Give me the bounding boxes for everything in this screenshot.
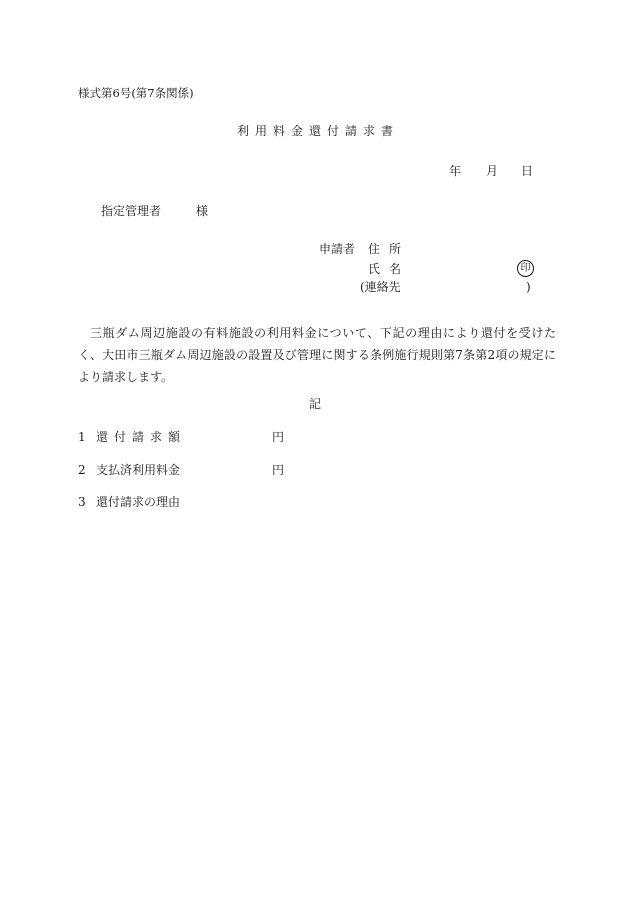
name-label: 氏名 — [368, 262, 411, 276]
list-item-paid-fee — [78, 462, 180, 478]
document-title: 利用料金還付請求書 — [236, 124, 399, 138]
applicant-label: 申請者 — [319, 242, 356, 256]
note-mark: 記 — [308, 397, 321, 411]
list-item-refund-reason — [78, 494, 180, 510]
refund-amount-unit: 円 — [272, 430, 285, 444]
form-number: 様式第6号(第7条関係) — [78, 86, 194, 100]
paid-fee-unit: 円 — [272, 463, 285, 477]
date-year-label: 年 — [449, 164, 462, 178]
item-number: 2 — [78, 463, 86, 477]
recipient-suffix: 様 — [196, 204, 209, 218]
date-day-label: 日 — [521, 164, 534, 178]
item-label: 還付請求の理由 — [96, 495, 181, 509]
item-number: 1 — [78, 430, 86, 444]
item-label: 支払済利用料金 — [96, 463, 181, 477]
contact-label: (連絡先 — [360, 280, 401, 294]
item-label: 還付請求額 — [96, 430, 187, 444]
item-number: 3 — [78, 495, 86, 509]
list-item-refund-amount — [78, 429, 186, 445]
contact-close-paren: ) — [526, 280, 531, 294]
recipient-name: 指定管理者 — [101, 204, 162, 218]
date-month-label: 月 — [486, 164, 499, 178]
address-label: 住所 — [368, 242, 411, 256]
seal-icon: 印 — [517, 260, 534, 277]
body-paragraph: 三瓶ダム周辺施設の有料施設の利用料金について、下記の理由により還付を受けたく、大田市三瓶ダム周辺施設の設置及び管理に関する条例施行規則第7条第2項の規定により請求します。 — [78, 326, 556, 384]
